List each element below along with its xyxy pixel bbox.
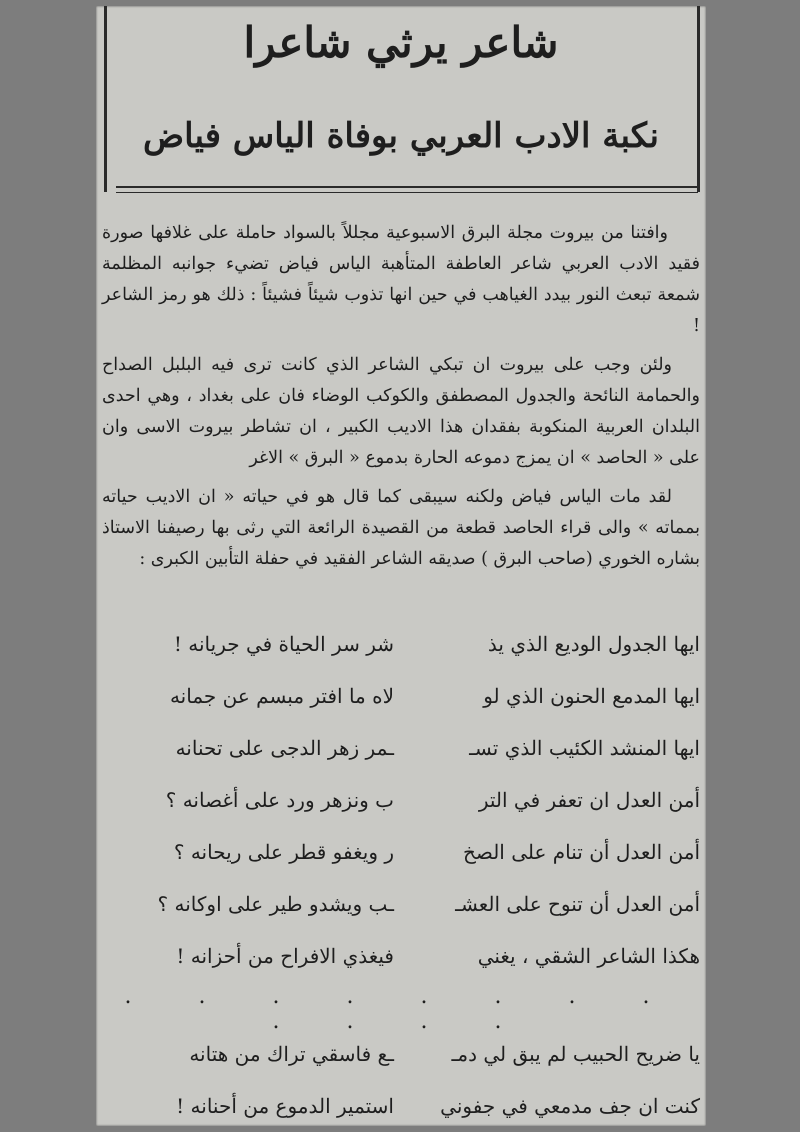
article-paragraph: ولئن وجب على بيروت ان تبكي الشاعر الذي كانت ترى فيه البلبل الصداح والحمامة النائحة والجدول المصطفق والكوكب الوضاء فان على بغداد ، وهي احدى البلدان العربية المنكوبة بفقدان هذا الاديب الكبير ، ان تشاطر بيروت الاسى وان على « الحاصد » ان يمزج دموعه الحارة بدموع « البرق » الاغر xyxy=(102,355,700,468)
poem-verse xyxy=(104,1088,700,1124)
verse-first-hemistich: أمن العدل أن تنام على الصخ xyxy=(462,840,700,864)
poem-verse xyxy=(104,834,700,870)
verse-first-hemistich: هكذا الشاعر الشقي ، يغني xyxy=(477,944,700,968)
newspaper-clipping xyxy=(96,6,706,1126)
article-paragraph: وافتنا من بيروت مجلة البرق الاسبوعية مجللاً بالسواد حاملة على غلافها صورة فقيد الادب العربي شاعر العاطفة المتأهبة الياس فياض تضيء جوانبه المظلمة شمعة تبعث النور بيدد الغياهب في حين انها تذوب شيئاً فشيئاً : ذلك هو رمز الشاعر ! xyxy=(102,223,700,336)
article-paragraph: لقد مات الياس فياض ولكنه سيبقى كما قال هو في حياته « ان الاديب حياته بمماته » والى قراء الحاصد قطعة من القصيدة الرائعة التي رثى بها رصيفنا الاستاذ بشاره الخوري (صاحب البرق ) صديقه الشاعر الفقيد في حفلة التأبين الكبرى : xyxy=(102,487,700,569)
verse-second-hemistich: ب ونزهر ورد على أغصانه ؟ xyxy=(165,788,394,812)
poem-verse xyxy=(104,782,700,818)
verse-second-hemistich: شر سر الحياة في جريانه ! xyxy=(173,632,394,656)
verse-second-hemistich: فيغذي الافراح من أحزانه ! xyxy=(176,944,394,968)
poem-verse xyxy=(104,678,700,714)
article-body xyxy=(102,218,700,583)
poem-verse xyxy=(104,730,700,766)
poem-verse xyxy=(104,938,700,974)
poem-verse xyxy=(104,886,700,922)
verse-second-hemistich: ر ويغفو قطر على ريحانه ؟ xyxy=(173,840,394,864)
verse-first-hemistich: أمن العدل أن تنوح على العشـ xyxy=(455,892,700,916)
verse-first-hemistich: ايها الجدول الوديع الذي يذ xyxy=(487,632,700,656)
verse-second-hemistich: استمير الدموع من أحنانه ! xyxy=(176,1094,394,1118)
verse-second-hemistich: ـب ويشدو طير على اوكانه ؟ xyxy=(157,892,394,916)
page-subtitle: نكبة الادب العربي بوفاة الياس فياض xyxy=(142,116,660,156)
poem-verse xyxy=(104,626,700,662)
verse-second-hemistich: ـمر زهر الدجى على تحنانه xyxy=(175,736,394,760)
verse-second-hemistich: لاه ما افتر مبسم عن جمانه xyxy=(169,684,394,708)
verse-second-hemistich: ـع فاسقي تراك من هتانه xyxy=(189,1042,394,1066)
poem-verse xyxy=(104,1036,700,1072)
verse-first-hemistich: ايها المنشد الكئيب الذي تسـ xyxy=(469,736,700,760)
verse-first-hemistich: يا ضريح الحبيب لم يبق لي دمـ xyxy=(451,1042,700,1066)
page-title: شاعر يرثي شاعرا xyxy=(243,18,559,67)
verse-first-hemistich: كنت ان جف مدمعي في جفوني xyxy=(440,1094,700,1118)
verse-first-hemistich: ايها المدمع الحنون الذي لو xyxy=(483,684,700,708)
stanza-separator: . . . . . . . . . . . . xyxy=(124,984,680,1034)
verse-first-hemistich: أمن العدل ان تعفر في التر xyxy=(478,788,700,812)
header-rule xyxy=(116,186,698,193)
